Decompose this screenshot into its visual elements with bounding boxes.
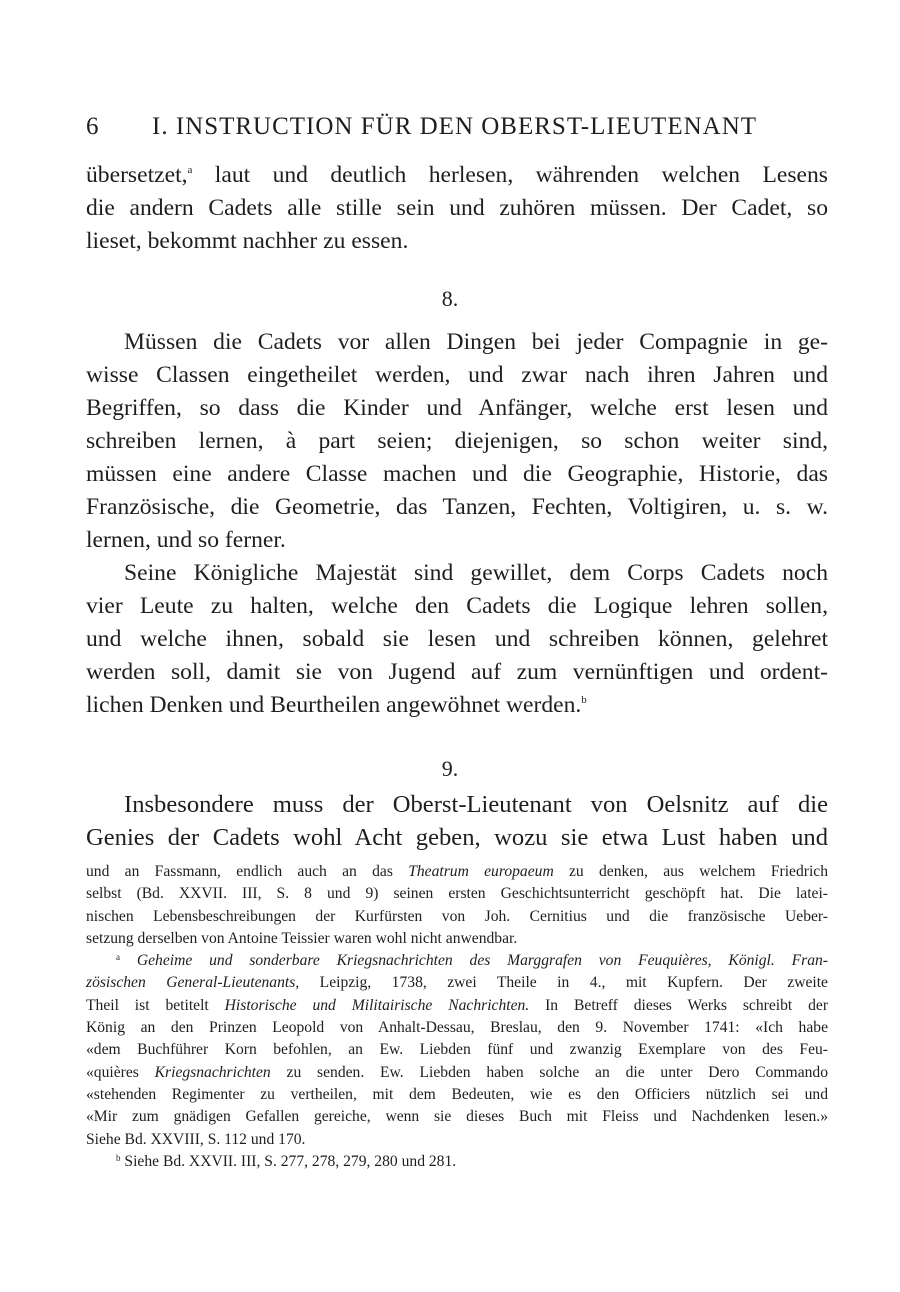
- text-line: Französische, die Geometrie, das Tanzen, Fechten, Voltigiren, u. s. w.: [86, 494, 828, 520]
- text-line: lernen, und so ferner.: [86, 527, 286, 553]
- footnote-a-marker: a: [116, 952, 120, 963]
- running-title: I. INSTRUCTION FÜR DEN OBERST-LIEUTENANT: [152, 113, 758, 140]
- section-8-paragraph-1: [86, 326, 828, 557]
- footnote-line: und an Fassmann, endlich auch an das Theatrum europaeum zu denken, aus welchem Friedrich: [86, 863, 829, 880]
- text-line: die andern Cadets alle stille sein und zuhören müssen. Der Cadet, so: [86, 195, 828, 221]
- text-line: lichen Denken und Beurtheilen angewöhnet werden.$^b$: [86, 692, 587, 718]
- footnote-line: Siehe Bd. XXVIII, S. 112 und 170.: [86, 1130, 306, 1148]
- footnote-line: «Mir zum gnädigen Gefallen gereiche, wenn sie dieses Buch mit Fleiss und Nachdenken lesen.»: [86, 1108, 828, 1126]
- footnote-line: nischen Lebensbeschreibungen der Kurfürsten von Joh. Cernitius und die französische Ueber-: [86, 907, 828, 925]
- text-line: vier Leute zu halten, welche den Cadets die Logique lehren sollen,: [86, 593, 828, 619]
- footnote-b-marker: b: [116, 1152, 121, 1163]
- text-line: werden soll, damit sie von Jugend auf zum vernünftigen und ordent-: [86, 659, 828, 685]
- section-number-8: 8.: [441, 286, 459, 311]
- footnote-line: «quières Kriegsnachrichten zu senden. Ew. Liebden haben solche an die unter Dero Commando: [86, 1063, 828, 1081]
- footnote-marker-a: a: [187, 164, 193, 176]
- text-line: Seine Königliche Majestät sind gewillet, dem Corps Cadets noch: [124, 560, 828, 586]
- footnote-line: selbst (Bd. XXVII. III, S. 8 und 9) seinen ersten Geschichtsunterricht geschöpft hat. Die latei-: [86, 885, 828, 903]
- text-line: übersetzet,$^a$ laut und deutlich herlesen, währenden welchen Lesens: [86, 162, 828, 188]
- footnote-line: «stehenden Regimenter zu vertheilen, mit dem Bedeuten, wie es den Officiers nützlich sei und: [86, 1085, 828, 1103]
- section-8-paragraph-2: [86, 557, 828, 722]
- footnote-marker-b: b: [581, 694, 587, 706]
- text-line: Genies der Cadets wohl Acht geben, wozu sie etwa Lust haben und: [86, 824, 828, 851]
- footnote-line: König an den Prinzen Leopold von Anhalt-Dessau, Breslau, den 9. November 1741: «Ich habe: [86, 1019, 828, 1037]
- footnote-line: zösischen General-Lieutenants, Leipzig, 1738, zwei Theile in 4., mit Kupfern. Der zweite: [86, 974, 828, 992]
- footnote-line: Theil ist betitelt Historische und Militairische Nachrichten. In Betreff dieses Werks schreibt der: [86, 996, 829, 1014]
- text-line: lieset, bekommt nachher zu essen.: [86, 228, 409, 254]
- footnote-a-line: $^a$ Geheime und sonderbare Kriegsnachrichten des Marggrafen von Feuquières, Königl. Fran-: [116, 952, 828, 970]
- text-line: schreiben lernen, à part seien; diejenigen, so schon weiter sind,: [86, 428, 828, 454]
- running-header: [86, 113, 846, 153]
- page-number: 6: [86, 113, 100, 140]
- footnote-b-line: $^b$ Siehe Bd. XXVII. III, S. 277, 278, 279, 280 und 281.: [116, 1152, 457, 1170]
- text-line: und welche ihnen, sobald sie lesen und schreiben können, gelehret: [86, 626, 828, 652]
- section-number-9: 9.: [441, 756, 459, 781]
- intro-paragraph: [86, 159, 828, 258]
- footnote-line: «dem Buchführer Korn befohlen, an Ew. Liebden fünf und zwanzig Exemplare von des Feu-: [86, 1041, 828, 1059]
- text-line: müssen eine andere Classe machen und die Geographie, Historie, das: [86, 461, 828, 487]
- text-line: wisse Classen eingetheilet werden, und zwar nach ihren Jahren und: [86, 362, 828, 388]
- section-9-paragraph: [86, 788, 828, 854]
- footnotes: [86, 861, 828, 1173]
- text-line: Begriffen, so dass die Kinder und Anfänger, welche erst lesen und: [86, 395, 828, 421]
- text-line: Insbesondere muss der Oberst-Lieutenant von Oelsnitz auf die: [124, 791, 828, 818]
- footnote-line: setzung derselben von Antoine Teissier waren wohl nicht anwendbar.: [86, 929, 518, 947]
- text-line: Müssen die Cadets vor allen Dingen bei jeder Compagnie in ge-: [124, 329, 828, 355]
